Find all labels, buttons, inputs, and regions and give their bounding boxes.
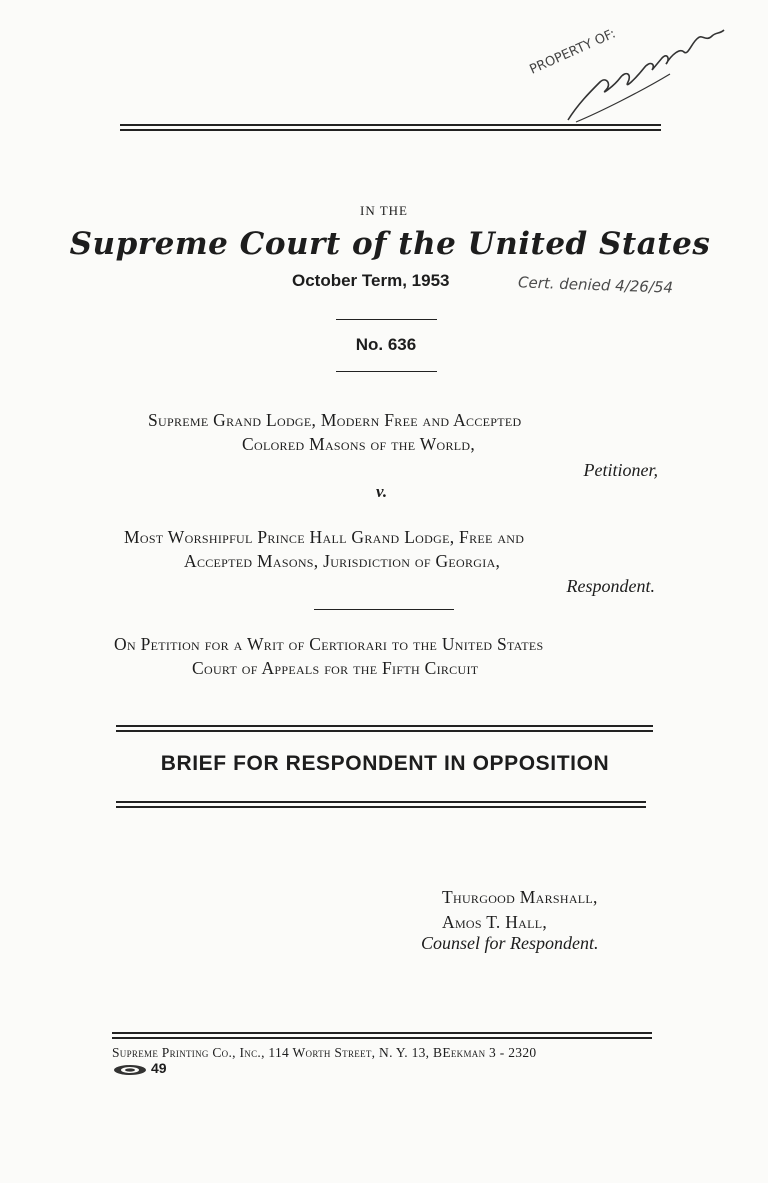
- term-label: October Term, 1953: [292, 271, 450, 290]
- parties-rule: [314, 609, 454, 610]
- petitioner-line-1: Supreme Grand Lodge, Modern Free and Accepted: [148, 410, 522, 430]
- property-stamp: [520, 12, 730, 132]
- petitioner-line-2: Colored Masons of the World,: [242, 434, 476, 454]
- brief-title: BRIEF FOR RESPONDENT IN OPPOSITION: [160, 752, 610, 775]
- counsel-role: Counsel for Respondent.: [421, 933, 599, 953]
- versus: v.: [376, 482, 388, 501]
- respondent-line-2: Accepted Masons, Jurisdiction of Georgia,: [184, 551, 501, 571]
- brief-rule-bottom: [116, 801, 646, 808]
- print-number: 49: [151, 1060, 167, 1076]
- property-label: PROPERTY OF:: [527, 26, 618, 78]
- printer-imprint: Supreme Printing Co., Inc., 114 Worth Street, N. Y. 13, BEekman 3 - 2320: [112, 1045, 537, 1060]
- in-the-label: IN THE: [359, 203, 408, 218]
- case-number: No. 636: [355, 335, 417, 354]
- respondent-line-1: Most Worshipful Prince Hall Grand Lodge, Free and: [124, 527, 525, 547]
- footer-rule: [112, 1032, 652, 1039]
- counsel-name-2: Amos T. Hall,: [442, 912, 548, 932]
- top-rule: [120, 124, 661, 131]
- court-title: Supreme Court of the United States: [69, 226, 711, 262]
- counsel-name-1: Thurgood Marshall,: [442, 887, 598, 907]
- brief-rule-top: [116, 725, 653, 732]
- case-rule-top: [336, 319, 437, 320]
- case-rule-bottom: [336, 371, 437, 372]
- handwritten-cert-note: Cert. denied 4/26/54: [517, 273, 674, 297]
- respondent-role: Respondent.: [566, 576, 655, 596]
- union-label-icon: [113, 1064, 147, 1076]
- petition-line-1: On Petition for a Writ of Certiorari to the United States: [114, 634, 544, 654]
- petitioner-role: Petitioner,: [583, 460, 658, 480]
- petition-line-2: Court of Appeals for the Fifth Circuit: [192, 658, 479, 678]
